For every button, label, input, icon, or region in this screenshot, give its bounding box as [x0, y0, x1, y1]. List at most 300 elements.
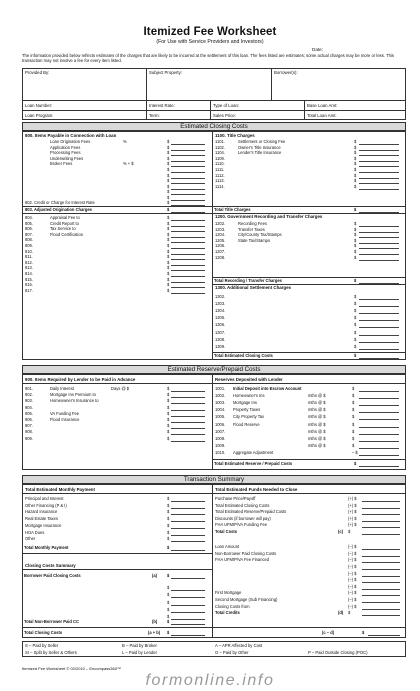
item-label: VA Funding Fee [50, 410, 80, 416]
dollar-sign: (–) $ [348, 557, 357, 563]
type-of-loan-field[interactable]: Type of Loan: [213, 103, 240, 108]
amount-field[interactable] [171, 293, 205, 294]
item-number: 809. [25, 243, 33, 248]
amount-field[interactable] [359, 349, 399, 350]
dollar-sign: $ [167, 606, 170, 612]
dollar-sign: $ [167, 231, 170, 237]
total-label: Total Estimated Closing Costs [214, 353, 273, 358]
item-number: 1002. [215, 393, 226, 399]
dollar-sign: $ [354, 461, 357, 466]
section-800-heading: 800. Items Payable in Connection with Loan [25, 133, 117, 138]
item-number: 1003. [215, 400, 226, 406]
line-item-1000 [212, 414, 406, 420]
line-item-1300 [212, 337, 406, 343]
amount-field[interactable] [171, 590, 205, 591]
amount-field[interactable] [359, 455, 399, 456]
item-label: Hazard Insurance [25, 509, 58, 515]
dollar-sign: $ [354, 172, 357, 178]
funds-line [212, 564, 406, 570]
funds-line [212, 496, 406, 502]
payment-line [22, 536, 212, 542]
dollar-sign: $ [167, 287, 170, 293]
provided-by-field[interactable]: Provided By: [25, 70, 50, 75]
item-label: Credit or Charge for Interest Rate [34, 200, 95, 205]
dollar-sign: (–) $ [348, 544, 357, 550]
closing-summary-heading: Closing Costs Summary [25, 563, 76, 568]
total-reserve-costs [212, 461, 406, 467]
item-label: Credit Report to [50, 220, 79, 226]
section-header-transaction: Transaction Summary [22, 475, 406, 484]
dollar-sign: $ [167, 435, 170, 441]
item-key: (c) [338, 529, 344, 534]
item-rate-label: mths @ $ [308, 393, 326, 399]
amount-field[interactable] [171, 605, 205, 606]
subject-property-field[interactable]: Subject Property: [149, 70, 182, 75]
item-label: Daily Interest [50, 386, 74, 391]
divider [22, 493, 212, 494]
dollar-sign: $ [354, 150, 357, 156]
item-number: 1309. [215, 343, 226, 349]
amount-field[interactable] [359, 434, 399, 435]
dollar-sign: $ [167, 614, 170, 620]
item-label: Second Mortgage (Sub Financing) [215, 596, 278, 602]
dollar-sign: $ [167, 502, 170, 508]
item-number: 1308. [215, 336, 226, 342]
amount-field[interactable] [359, 327, 399, 328]
line-item-1000 [212, 422, 406, 428]
line-item-800 [22, 288, 212, 294]
line-item-900 [22, 417, 212, 423]
item-rate-label: mths @ $ [308, 400, 326, 406]
item-label: Purchase Price/Payoff [215, 496, 256, 501]
amount-field[interactable] [359, 405, 399, 406]
dollar-sign: $ [167, 423, 170, 429]
item-number: 1004. [215, 407, 226, 413]
dollar-sign: $ [167, 139, 170, 144]
item-number: 1202. [215, 221, 226, 226]
funds-line [212, 597, 406, 603]
item-number: 802. [25, 200, 33, 205]
item-label: Other Financing (P & I) [25, 502, 67, 508]
funds-line [212, 590, 406, 596]
dollar-sign: $ [354, 139, 357, 144]
item-label: Non-Borrower Paid Closing Costs [215, 550, 277, 556]
dollar-sign: $ [354, 315, 357, 321]
dollar-sign: $ [167, 630, 170, 635]
item-number: 807. [25, 231, 33, 237]
amount-field[interactable] [359, 299, 399, 300]
item-label: Mortgage Ins Premium to [50, 392, 96, 398]
dollar-sign: $ [167, 417, 170, 422]
divider [22, 569, 212, 570]
line-item-900 [22, 405, 212, 411]
cc-detail-line [22, 592, 212, 598]
amount-field[interactable] [359, 260, 399, 261]
dollar-sign: $ [167, 195, 170, 200]
item-number: 1010. [215, 449, 226, 455]
line-item-1100 [212, 184, 406, 190]
item-rate-label: Days @ $ [111, 386, 130, 391]
total-label: Total Estimated Reserve / Prepaid Costs [214, 461, 293, 466]
divider [212, 383, 406, 384]
item-number: 909. [25, 435, 33, 441]
item-number: 1101. [215, 139, 225, 144]
total-label: Total Recording / Transfer Charges [214, 278, 282, 283]
dollar-sign: $ [354, 155, 357, 161]
dollar-sign: $ [167, 237, 170, 243]
item-number: 1104. [215, 150, 225, 156]
funds-line [212, 571, 406, 577]
dollar-sign: $ [352, 393, 355, 399]
item-label: Principal and Interest [25, 496, 64, 501]
item-number: 1110. [215, 161, 225, 167]
line-item-1000 [212, 450, 406, 456]
dollar-sign: $ [167, 429, 170, 435]
page-title: Itemized Fee Worksheet [143, 26, 277, 38]
dollar-sign: $ [167, 178, 170, 184]
item-label: Flood Reserve [233, 421, 260, 427]
item-key: (d) [338, 610, 344, 616]
line-item-1000 [212, 443, 406, 449]
dollar-sign: $ [167, 226, 170, 232]
funds-line [212, 551, 406, 557]
line-item-803 [22, 207, 212, 213]
intro-text: The information provided below reflects estimates of the charges that are likely to be incurred at the settlement of this loan. The fees listed are estimates; some actual charges may be more or less. This transaction may not involve a fee for every item listed. [22, 53, 395, 64]
dollar-sign: $ [167, 243, 170, 248]
line-item-900 [22, 423, 212, 429]
dollar-sign: $ [167, 496, 170, 501]
divider [22, 383, 212, 384]
amount-field[interactable] [359, 320, 399, 321]
line-item-900 [22, 429, 212, 435]
amount-field[interactable] [359, 306, 399, 307]
total-title-charges [212, 207, 406, 213]
item-label: Loan Origination Fees [50, 139, 91, 144]
dollar-sign: $ [167, 398, 170, 404]
legend-item: O – Paid by Other [215, 649, 249, 655]
line-item-1000 [212, 386, 406, 392]
item-number: 1208. [215, 254, 226, 260]
amount-field[interactable] [359, 313, 399, 314]
dollar-sign: $ [348, 529, 351, 534]
dollar-sign: $ [167, 215, 170, 220]
dollar-sign: (+) $ [348, 522, 357, 528]
sales-price-field[interactable]: Sales Price: [213, 113, 236, 118]
item-label: Property Taxes [233, 407, 261, 413]
line-item-900 [22, 392, 212, 398]
item-label: Real Estate Taxes [25, 516, 58, 522]
funds-line [212, 529, 406, 535]
dollar-sign: $ [167, 529, 170, 535]
footer-text: Itemized Fee Worksheet © 02/2010 – Encompass360™ [22, 666, 121, 671]
item-number: 1114. [215, 183, 225, 189]
item-label: Mortgage Insurance [25, 522, 62, 528]
amount-field[interactable] [362, 534, 400, 535]
payment-line [22, 530, 212, 536]
total-loan-amt-field[interactable]: Total Loan Amt: [307, 113, 337, 118]
item-label: Lender's Title Insurance [238, 150, 282, 156]
dollar-sign: $ [354, 294, 357, 299]
item-label: Processing Fees [50, 150, 81, 156]
dollar-sign: $ [167, 183, 170, 189]
dollar-sign: $ [354, 178, 357, 184]
amount-field[interactable] [171, 578, 205, 579]
item-number: 1205. [215, 237, 226, 243]
item-number: 1001. [215, 386, 226, 391]
borrower-paid-cc [22, 573, 212, 579]
dollar-sign: (–) $ [348, 583, 357, 589]
amount-field[interactable] [359, 358, 399, 359]
total-key: (b) [152, 619, 158, 624]
term-field[interactable]: Term: [149, 113, 160, 118]
amount-field[interactable] [359, 342, 399, 343]
item-number: 1005. [215, 414, 226, 420]
amount-field[interactable] [362, 615, 400, 616]
item-number: 901. [25, 386, 33, 391]
item-label: Flood Certification [50, 231, 83, 237]
item-number: 1302. [215, 294, 226, 299]
divider [146, 68, 147, 120]
line-item-1300 [212, 330, 406, 336]
amount-field[interactable] [171, 612, 205, 613]
item-rate-label: mths @ $ [308, 442, 326, 448]
dollar-sign: $ [167, 599, 170, 605]
item-number: 1009. [215, 442, 226, 448]
dollar-sign: $ [354, 254, 357, 260]
line-item-1000 [212, 407, 406, 413]
item-label: Homeowner's Insurance to [50, 398, 99, 404]
item-number: 1203. [215, 226, 226, 232]
amount-field[interactable] [359, 419, 399, 420]
dollar-sign: – $ [352, 449, 358, 455]
item-rate-label: mths @ $ [308, 435, 326, 441]
item-number: 813. [25, 265, 33, 271]
legend-item: S – Paid by Seller [25, 643, 59, 648]
amount-field[interactable] [171, 550, 205, 551]
item-label: FHA UFMIP/VA Funding Fee [215, 522, 268, 528]
funds-line [212, 522, 406, 528]
funds-line [212, 544, 406, 550]
item-rate-label: % + $ [123, 161, 134, 167]
dollar-sign: $ [354, 353, 357, 358]
line-item-1200 [212, 255, 406, 261]
funds-line [212, 509, 406, 515]
item-label: Flood Insurance [50, 417, 80, 422]
dollar-sign: (–) $ [348, 570, 357, 576]
section-1300-heading: 1300. Additional Settlement Charges [215, 285, 291, 290]
item-number: 812. [25, 259, 33, 265]
item-number: 1109. [215, 155, 225, 161]
divider [22, 553, 212, 554]
dollar-sign: $ [352, 386, 355, 391]
amount-field[interactable] [171, 597, 205, 598]
dollar-sign: $ [354, 183, 357, 189]
dollar-sign: $ [352, 400, 355, 406]
legend-item: P – Paid Outside Closing (POC) [308, 649, 368, 655]
item-label: Discounts (if borrower will pay) [215, 515, 271, 521]
dollar-sign: $ [167, 585, 170, 590]
funds-line [212, 516, 406, 522]
dollar-sign: $ [167, 155, 170, 161]
line-item-900 [22, 436, 212, 442]
loan-number-field[interactable]: Loan Number: [25, 103, 53, 108]
dollar-sign: $ [354, 329, 357, 335]
dollar-sign: $ [354, 221, 357, 226]
amount-field[interactable] [359, 427, 399, 428]
amount-field[interactable] [359, 189, 399, 190]
funds-line [212, 610, 406, 616]
item-number: 1304. [215, 308, 226, 314]
item-number: 1111. [215, 167, 225, 172]
amount-field[interactable] [171, 635, 205, 636]
item-number: 904. [25, 404, 33, 410]
payment-line [22, 496, 212, 502]
divider [212, 459, 406, 460]
legend-item: A – APR Affected by Cost [215, 643, 263, 648]
divider [304, 100, 305, 120]
dollar-sign: $ [167, 248, 170, 254]
divider [22, 100, 406, 101]
divider [212, 493, 406, 494]
dollar-sign: $ [354, 336, 357, 342]
funds-line [212, 538, 406, 544]
dollar-sign: $ [167, 404, 170, 410]
item-label: Settlement or Closing Fee [238, 139, 286, 144]
dollar-sign: $ [167, 536, 170, 542]
item-number: 810. [25, 248, 33, 254]
dollar-sign: $ [354, 301, 357, 307]
dollar-sign: $ [352, 414, 355, 420]
divider [22, 213, 212, 214]
line-item-900 [22, 398, 212, 404]
dollar-sign: $ [354, 237, 357, 243]
legend-item: B – Paid by Broker [122, 643, 157, 648]
dollar-sign: $ [167, 259, 170, 265]
dollar-sign: $ [354, 226, 357, 232]
interest-rate-field[interactable]: Interest Rate: [149, 103, 175, 108]
amount-field[interactable] [368, 635, 400, 636]
loan-program-field[interactable]: Loan Program: [25, 113, 54, 118]
item-label: Closing Costs from [215, 603, 250, 609]
line-item-1300 [212, 322, 406, 328]
dollar-sign: $ [167, 161, 170, 167]
cc-detail-line [22, 585, 212, 591]
cc-detail-line [22, 600, 212, 606]
dollar-sign: $ [167, 516, 170, 522]
item-number: 903. [25, 398, 33, 404]
amount-field[interactable] [359, 398, 399, 399]
dollar-sign: (+) $ [348, 502, 357, 508]
item-number: 1113. [215, 178, 225, 184]
dollar-sign: (–) $ [348, 550, 357, 556]
section-header-closing: Estimated Closing Costs [22, 122, 406, 131]
payment-line [22, 509, 212, 515]
section-1200-heading: 1200. Government Recording and Transfer Charges [215, 214, 323, 219]
divider [22, 110, 406, 111]
item-number: 816. [25, 282, 33, 288]
item-label: HOA Dues [25, 529, 45, 535]
dollar-sign: $ [167, 271, 170, 276]
amount-field[interactable] [171, 624, 205, 625]
item-number: 1102. [215, 144, 225, 150]
funds-line [212, 577, 406, 583]
item-label: Loan Amount [215, 544, 240, 550]
amount-field[interactable] [359, 391, 399, 392]
item-number: 811. [25, 254, 33, 260]
date-label: Date: [312, 47, 323, 52]
item-number: 1007. [215, 428, 226, 434]
item-label: City Property Tax [233, 414, 265, 420]
payment-line [22, 523, 212, 529]
funds-needed-total [212, 630, 406, 636]
item-label: Recording Fees [238, 221, 267, 226]
dollar-sign: $ [167, 282, 170, 288]
monthly-payment-heading: Total Estimated Monthly Payment [25, 487, 95, 492]
borrowers-field[interactable]: Borrower(s): [274, 70, 298, 75]
amount-field[interactable] [171, 541, 205, 542]
dollar-sign: (–) $ [348, 603, 357, 609]
line-item-900 [22, 411, 212, 417]
dollar-sign: $ [362, 630, 365, 635]
item-label: Appraisal Fee to [50, 215, 80, 220]
dollar-sign: $ [167, 150, 170, 156]
payment-line [22, 516, 212, 522]
dollar-sign: (–) $ [348, 577, 357, 583]
section-header-reserve: Estimated Reserve/Prepaid Costs [22, 365, 406, 374]
item-number: 808. [25, 237, 33, 243]
amount-field[interactable] [359, 448, 399, 449]
funds-line [212, 584, 406, 590]
item-number: 905. [25, 410, 33, 416]
total-label: Borrower Paid Closing Costs [24, 573, 81, 578]
dollar-sign: $ [167, 206, 170, 212]
dollar-sign: (+) $ [348, 509, 357, 515]
amount-field[interactable] [359, 412, 399, 413]
amount-field[interactable] [359, 441, 399, 442]
dollar-sign: $ [167, 144, 170, 150]
dollar-sign: $ [167, 522, 170, 528]
dollar-sign: $ [354, 249, 357, 254]
line-item-1300 [212, 315, 406, 321]
dollar-sign: $ [167, 392, 170, 398]
item-label: Transfer Taxes [238, 226, 265, 232]
amount-field[interactable] [359, 466, 399, 467]
item-label: Aggregate Adjustment [233, 449, 274, 455]
line-item-1000 [212, 436, 406, 442]
item-number: 908. [25, 429, 33, 435]
total-key: (c – d) [322, 630, 335, 635]
item-label: City/County Tax/Stamps [238, 232, 282, 238]
total-monthly-payment [22, 545, 212, 551]
amount-field[interactable] [171, 441, 205, 442]
item-number: 1206. [215, 243, 226, 249]
amount-field[interactable] [359, 335, 399, 336]
dollar-sign: (–) $ [348, 596, 357, 602]
line-item-1300 [212, 301, 406, 307]
total-label: Total Closing Costs [24, 630, 63, 635]
item-number: 817. [25, 287, 33, 293]
dollar-sign: $ [354, 322, 357, 328]
base-loan-amt-field[interactable]: Base Loan Amt: [307, 103, 338, 108]
dollar-sign: $ [352, 421, 355, 427]
dollar-sign: (+) $ [348, 496, 357, 501]
line-item-1000 [212, 400, 406, 406]
item-rate-label: mths @ $ [308, 407, 326, 413]
item-label: State Tax/Stamps [238, 237, 271, 243]
item-rate-label: % [123, 139, 127, 144]
dollar-sign: $ [167, 265, 170, 271]
total-label: Total Monthly Payment [24, 545, 69, 550]
